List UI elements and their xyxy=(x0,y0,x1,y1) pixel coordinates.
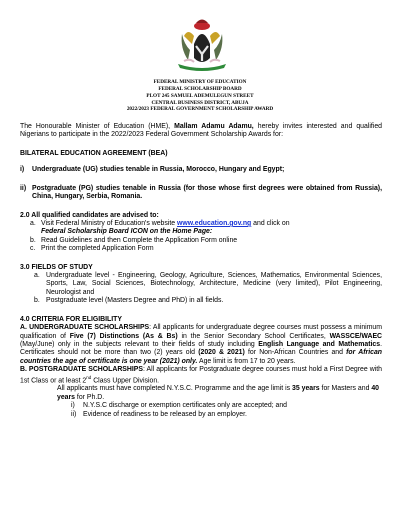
item-label: b. xyxy=(30,236,36,244)
advise-item-c xyxy=(30,245,382,253)
item-label: i) xyxy=(71,402,75,410)
intro-paragraph xyxy=(20,123,382,140)
criteria-a xyxy=(20,324,382,366)
item-text: N.Y.S.C discharge or exemption certificates only are accepted; and xyxy=(83,402,288,410)
letterhead-line: CENTRAL BUSINESS DISTRICT, ABUJA xyxy=(151,99,249,106)
item-text: for Ph.D. xyxy=(75,393,105,401)
criteria-a-first-line xyxy=(20,324,382,366)
item-label: ii) xyxy=(71,410,77,418)
item-heading: POSTGRADUATE SCHOLARSHIPS xyxy=(28,366,143,374)
item-text: Undergraduate (UG) studies tenable in Russia, Morocco, Hungary and Egypt; xyxy=(32,166,285,174)
criteria-b-item-ii xyxy=(71,411,382,419)
fields-item-b xyxy=(34,297,382,305)
item-label: B. xyxy=(20,366,27,374)
item-text: Postgraduate level (Masters Degree and PhD) in all fields. xyxy=(46,297,224,305)
ministry-website-link[interactable]: www.education.gov.ng xyxy=(177,219,252,227)
fields-heading: 3.0 FIELDS OF STUDY xyxy=(20,263,93,271)
fields-item-a xyxy=(34,272,382,297)
item-text: All applicants must have completed N.Y.S.C. Programme and the age limit is xyxy=(57,385,293,393)
item-text: Read Guidelines and then Complete the Application Form online xyxy=(41,236,238,244)
item-label: a. xyxy=(34,272,40,280)
item-text: Age limit is from 17 to 20 years. xyxy=(197,357,296,365)
item-text-part: and click on xyxy=(251,219,290,227)
item-label: c. xyxy=(30,245,36,253)
item-text xyxy=(41,220,382,237)
item-label: A. xyxy=(20,324,27,332)
letterhead-line: FEDERAL SCHOLARSHIP BOARD xyxy=(158,85,242,92)
intro-text: The Honourable Minister of Education (HME), xyxy=(20,123,175,130)
item-label: a. xyxy=(30,219,36,227)
criteria-b-item-i xyxy=(71,402,382,410)
letterhead-line: PLOT 245 SAMUEL ADEMULEGUN STREET xyxy=(146,92,254,99)
item-text: : All applicants for Postgraduate degree courses must hold a First Degree with 1st Class or at least 2 xyxy=(20,366,382,384)
item-text-emphasis: 40 years xyxy=(57,385,379,401)
advise-item-b xyxy=(30,237,382,245)
bea-item-i xyxy=(20,166,382,174)
item-label: b. xyxy=(34,297,40,305)
advise-item-a xyxy=(30,220,382,237)
item-text: Postgraduate (PG) studies tenable in Russia (for those whose first degrees were obtained from Russia), China, Hungary, Serbia, Romania. xyxy=(32,184,382,201)
item-text-emphasis: (2020 & 2021) xyxy=(198,349,245,357)
item-text-emphasis: Five (7) Distinctions (As & Bs) xyxy=(69,332,178,340)
item-text-emphasis: English Language and Mathematics xyxy=(258,341,381,349)
item-label: i) xyxy=(20,166,25,174)
item-label: ii) xyxy=(20,184,27,192)
item-text-emphasis: for African countries the age of certificate is one year (2021) only. xyxy=(20,349,382,365)
item-text: for Masters and xyxy=(319,385,372,393)
criteria-b-age xyxy=(57,385,382,402)
item-text: Undergraduate level - Engineering, Geology, Agriculture, Sciences, Mathematics, Environmental Sciences, Sports, Law, Social Sciences, Biotechnology, Architecture, Medicine (very limited), Pilot Engineering, Neurologist and xyxy=(46,272,382,296)
letterhead-line: FEDERAL MINISTRY OF EDUCATION xyxy=(153,79,247,85)
coat-of-arms-icon xyxy=(170,14,234,74)
letterhead-line: 2022/2023 FEDERAL GOVERNMENT SCHOLARSHIP AWARD xyxy=(126,106,274,113)
item-text: . Certificates should not be more than two (2) years old xyxy=(20,341,382,357)
item-text: in the Senior Secondary School Certificates, xyxy=(177,332,330,340)
item-text-part: Visit Federal Ministry of Education's website xyxy=(41,219,177,227)
item-text-emphasis: Federal Scholarship Board ICON on the Home Page: xyxy=(41,228,213,236)
letterhead xyxy=(0,79,400,113)
item-text: (May/June) only in the subjects relevant to their fields of study including xyxy=(20,341,259,349)
criteria-b xyxy=(20,366,382,419)
item-text: Print the completed Application Form xyxy=(41,245,154,253)
criteria-b-first-line xyxy=(20,366,382,385)
ordinal-suffix: nd xyxy=(86,374,92,380)
item-text: Evidence of readiness to be released by an employer. xyxy=(83,410,247,418)
criteria-heading: 4.0 CRITERIA FOR ELIGIBILITY xyxy=(20,315,122,323)
item-text-emphasis: WASSCE/WAEC xyxy=(329,332,383,340)
item-text: Class Upper Division. xyxy=(91,377,160,384)
document-body xyxy=(20,123,382,419)
intro-text: hereby invites interested and qualified Nigerians to participate in the 2022/2023 Federal Government Scholarship Awards for: xyxy=(20,123,382,139)
item-text: : All applicants for undergraduate degree courses must possess a minimum qualification of xyxy=(20,324,383,340)
item-heading: UNDERGRADUATE SCHOLARSHIPS xyxy=(29,324,150,332)
minister-name: Mallam Adamu Adamu, xyxy=(174,123,254,130)
item-text-emphasis: 35 years xyxy=(292,385,320,393)
advise-heading: 2.0 All qualified candidates are advised to: xyxy=(20,211,159,219)
item-text: for Non-African Countries and xyxy=(244,349,347,357)
bea-heading: BILATERAL EDUCATION AGREEMENT (BEA) xyxy=(20,149,168,157)
bea-item-ii xyxy=(20,185,382,202)
